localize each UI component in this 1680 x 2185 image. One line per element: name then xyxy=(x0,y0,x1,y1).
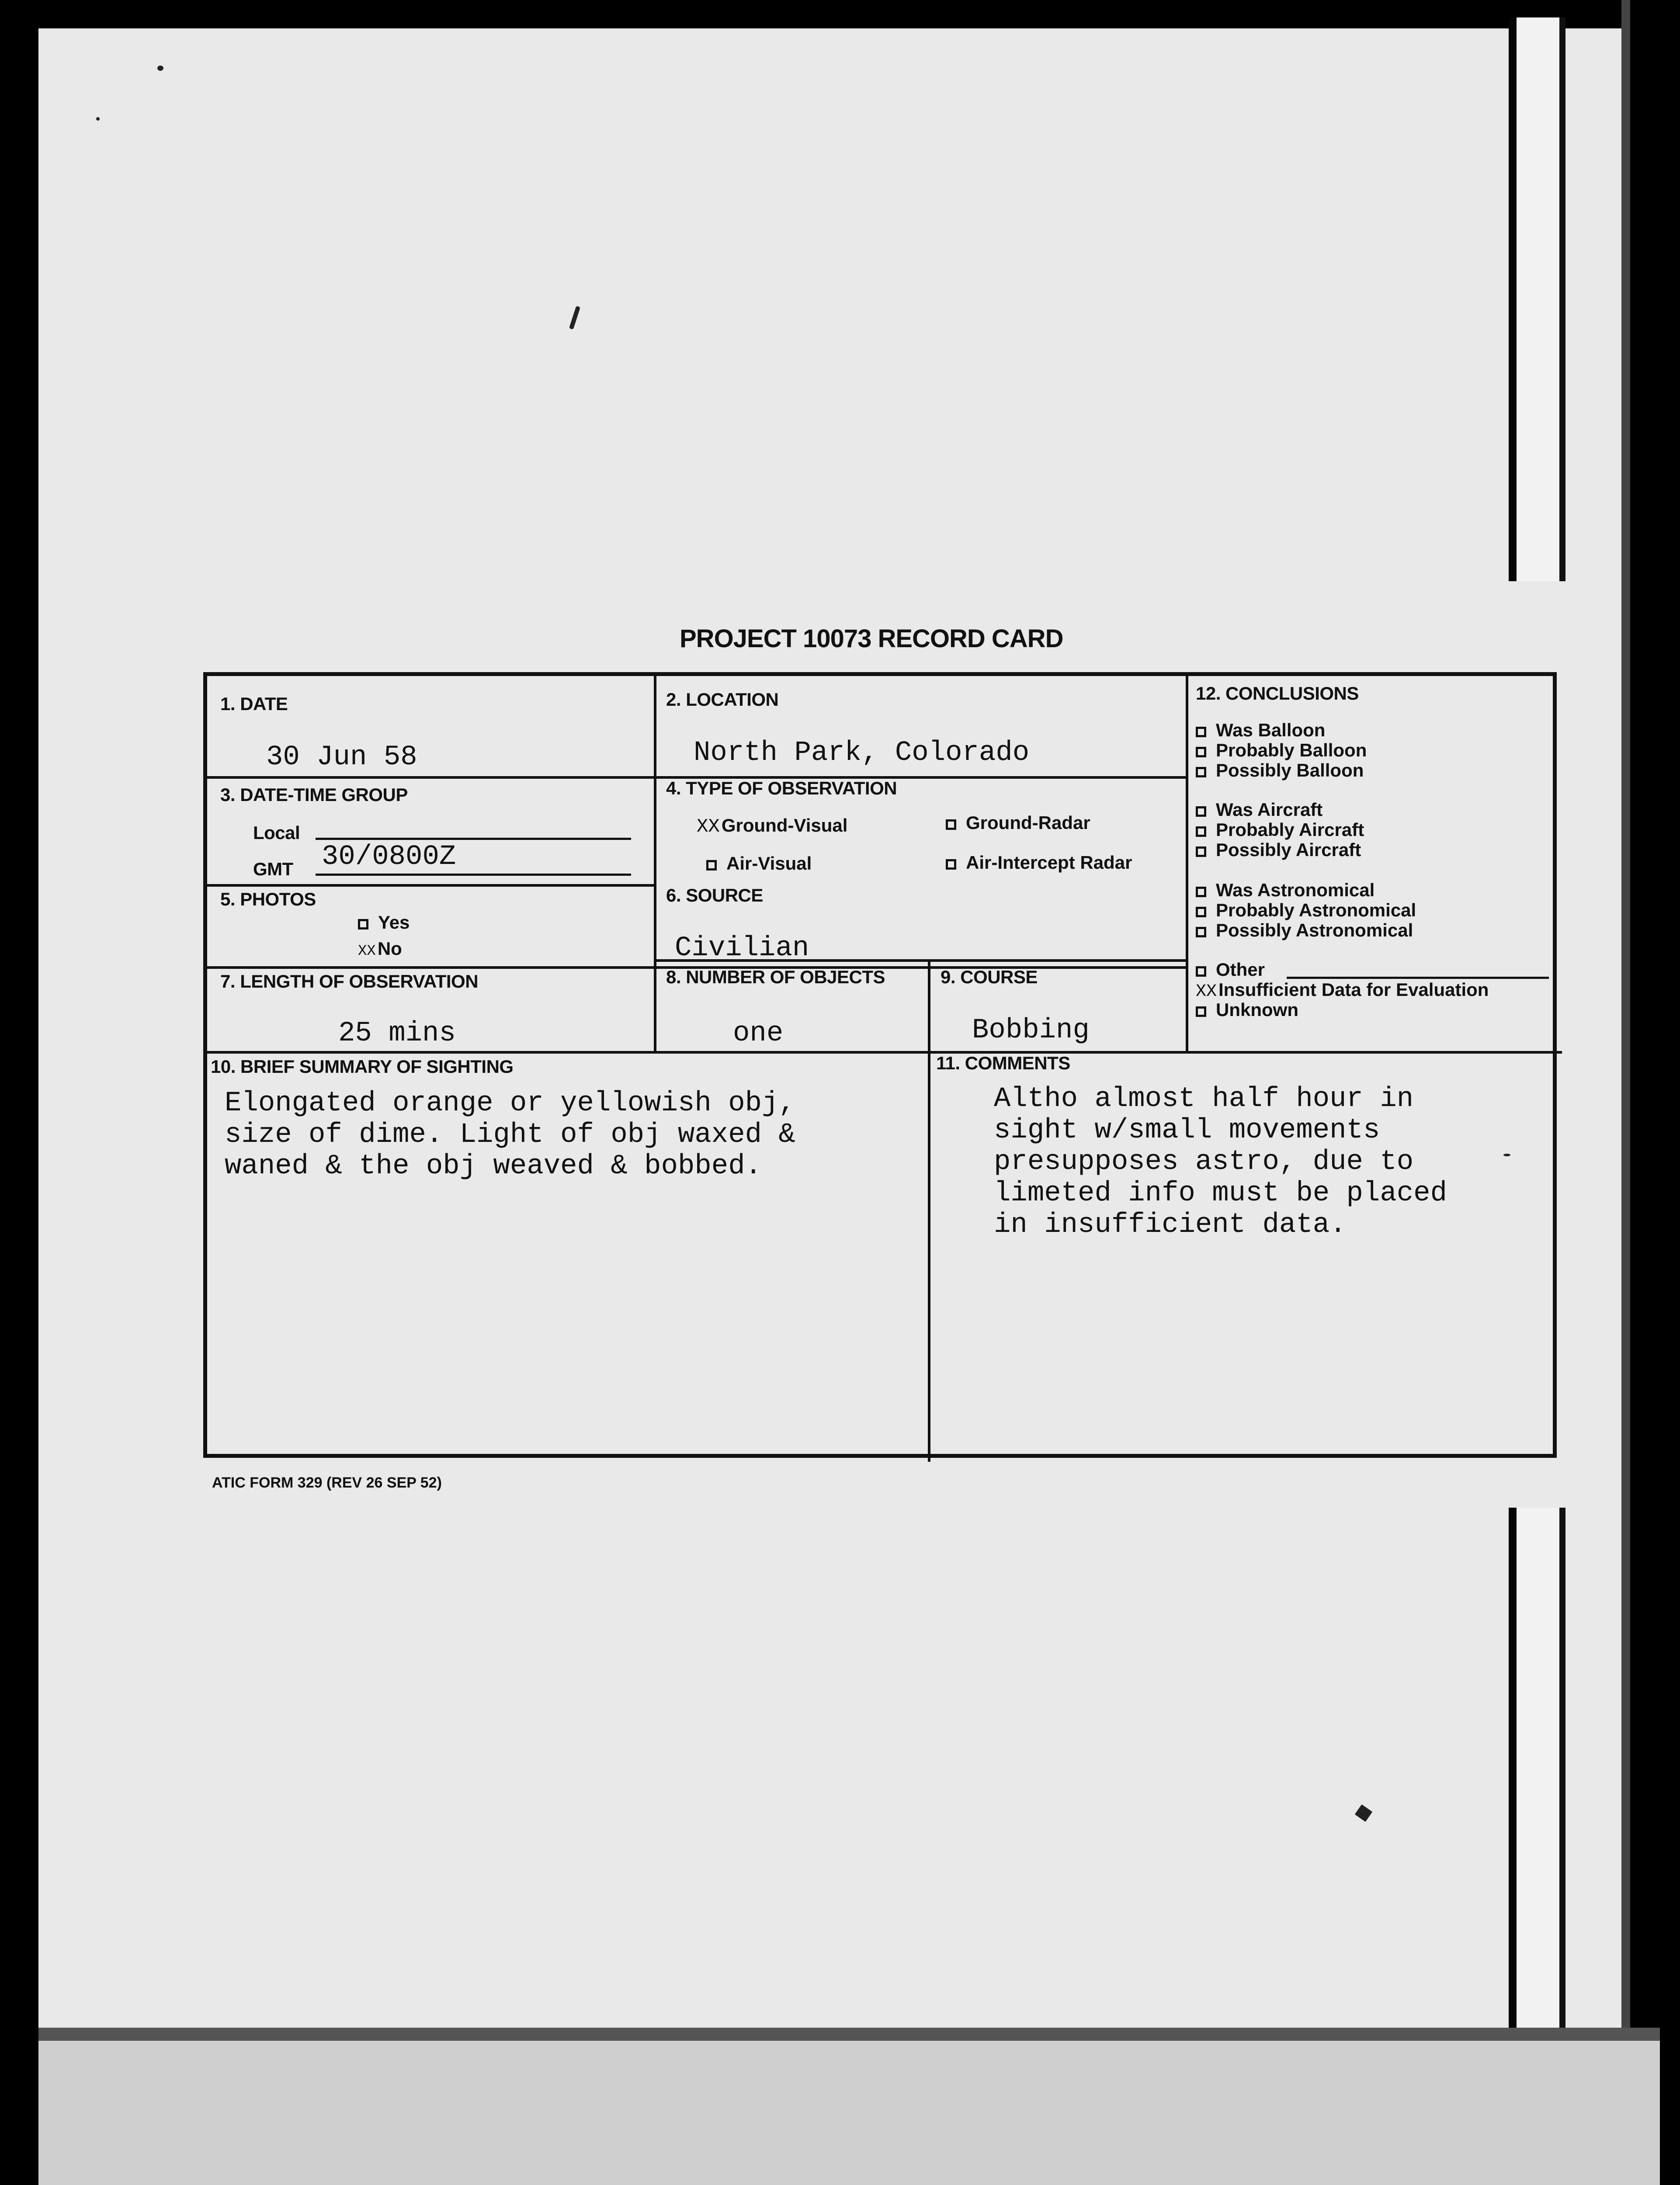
ground-radar-label: Ground-Radar xyxy=(966,812,1090,833)
divider xyxy=(928,961,930,1054)
divider xyxy=(1186,676,1188,1052)
conclusion-unknown-option xyxy=(1196,999,1298,1020)
conclusion-option: Probably Balloon xyxy=(1196,740,1367,761)
number-of-objects-value: one xyxy=(733,1018,784,1049)
date-label: 1. DATE xyxy=(220,694,288,714)
conclusion-insufficient-option xyxy=(1196,979,1489,1002)
date-value: 30 Jun 58 xyxy=(266,742,417,773)
local-label: Local xyxy=(253,822,300,843)
divider xyxy=(654,676,656,1052)
conclusion-option: Possibly Balloon xyxy=(1196,760,1364,781)
comments-text xyxy=(994,1083,1447,1241)
air-intercept-radar-label: Air-Intercept Radar xyxy=(966,852,1132,873)
binder-strip-top xyxy=(1509,17,1565,581)
air-visual-label: Air-Visual xyxy=(726,853,812,874)
source-label: 6. SOURCE xyxy=(666,885,763,905)
brief-summary-label: 10. BRIEF SUMMARY OF SIGHTING xyxy=(211,1056,514,1077)
location-label: 2. LOCATION xyxy=(666,689,779,710)
ground-visual-label: Ground-Visual xyxy=(721,815,848,836)
brief-summary-text xyxy=(225,1088,795,1182)
conclusion-option: Was Astronomical xyxy=(1196,880,1375,901)
record-card xyxy=(203,672,1557,1458)
photos-no-option xyxy=(358,938,402,960)
gmt-value: 30/0800Z xyxy=(322,841,456,873)
conclusion-option: Possibly Astronomical xyxy=(1196,920,1413,941)
ground-visual-option xyxy=(697,815,847,838)
card-title: PROJECT 10073 RECORD CARD xyxy=(680,624,1063,653)
conclusion-checkbox xyxy=(1196,966,1206,977)
ground-radar-checkbox xyxy=(946,819,956,830)
ground-radar-option xyxy=(946,812,1090,833)
conclusion-checkbox xyxy=(1196,907,1206,917)
conclusion-insufficient-label: Insufficient Data for Evaluation xyxy=(1218,979,1489,1000)
speck xyxy=(96,117,100,121)
sheet-bottom-shadow xyxy=(38,2028,1660,2041)
conclusion-checkbox xyxy=(1196,806,1206,817)
conclusion-checkbox xyxy=(1196,747,1206,757)
divider xyxy=(928,1051,930,1462)
conclusion-other-label: Other xyxy=(1216,959,1265,980)
conclusion-other-option xyxy=(1196,959,1265,980)
conclusion-checkbox xyxy=(1196,1006,1206,1017)
brief-summary-line: Elongated orange or yellowish obj, xyxy=(225,1088,795,1119)
comments-line: in insufficient data. xyxy=(994,1209,1347,1241)
sheet-edge-shadow xyxy=(1621,0,1630,2036)
photos-yes-checkbox xyxy=(358,919,368,929)
gmt-field-line xyxy=(316,874,631,876)
conclusion-option: Possibly Aircraft xyxy=(1196,839,1361,860)
binder-strip-bottom xyxy=(1509,1508,1565,2028)
photos-yes-label: Yes xyxy=(378,912,410,933)
conclusion-checkbox xyxy=(1196,826,1206,837)
length-of-observation-label: 7. LENGTH OF OBSERVATION xyxy=(220,971,479,992)
conclusion-checkbox xyxy=(1196,927,1206,937)
divider xyxy=(207,884,655,887)
air-intercept-radar-checkbox xyxy=(946,859,956,870)
comments-line: limeted info must be placed xyxy=(994,1178,1447,1209)
insufficient-mark: XX xyxy=(1196,982,1217,1002)
conclusion-option: Was Aircraft xyxy=(1196,799,1322,820)
conclusion-option: Probably Aircraft xyxy=(1196,819,1364,840)
comments-line: sight w/small movements xyxy=(994,1115,1380,1146)
air-visual-checkbox xyxy=(706,860,717,871)
comments-line: Altho almost half hour in xyxy=(994,1083,1414,1115)
photos-label: 5. PHOTOS xyxy=(220,889,316,909)
location-value: North Park, Colorado xyxy=(694,737,1030,769)
conclusion-unknown-label: Unknown xyxy=(1216,999,1298,1020)
comments-line: presupposes astro, due to xyxy=(994,1146,1414,1178)
brief-summary-line: size of dime. Light of obj waxed & xyxy=(225,1119,795,1151)
other-field-line xyxy=(1287,977,1549,979)
photos-yes-option xyxy=(358,912,410,933)
date-time-group-label: 3. DATE-TIME GROUP xyxy=(220,784,408,805)
ground-visual-mark: XX xyxy=(697,816,720,838)
length-of-observation-value: 25 mins xyxy=(338,1018,456,1049)
conclusion-checkbox xyxy=(1196,887,1206,897)
photos-no-mark: XX xyxy=(358,943,376,960)
divider xyxy=(207,1051,1562,1054)
conclusion-checkbox xyxy=(1196,767,1206,777)
type-of-observation-label: 4. TYPE OF OBSERVATION xyxy=(666,778,897,798)
air-intercept-radar-option xyxy=(946,852,1132,873)
conclusion-option: Was Balloon xyxy=(1196,720,1325,741)
conclusions-label: 12. CONCLUSIONS xyxy=(1196,683,1359,704)
air-visual-option xyxy=(706,853,812,874)
number-of-objects-label: 8. NUMBER OF OBJECTS xyxy=(666,967,885,987)
conclusion-checkbox xyxy=(1196,727,1206,737)
source-value: Civilian xyxy=(675,933,809,964)
photos-no-label: No xyxy=(377,938,402,959)
conclusion-option: Probably Astronomical xyxy=(1196,900,1416,921)
local-field-line xyxy=(316,838,631,840)
comments-label: 11. COMMENTS xyxy=(936,1053,1070,1073)
conclusion-checkbox xyxy=(1196,846,1206,857)
brief-summary-line: waned & the obj weaved & bobbed. xyxy=(225,1151,762,1182)
speck xyxy=(157,66,163,71)
form-id: ATIC FORM 329 (REV 26 SEP 52) xyxy=(212,1474,442,1491)
course-value: Bobbing xyxy=(972,1015,1090,1046)
gmt-label: GMT xyxy=(253,859,293,879)
lower-sheet xyxy=(38,2036,1660,2185)
course-label: 9. COURSE xyxy=(941,967,1038,987)
